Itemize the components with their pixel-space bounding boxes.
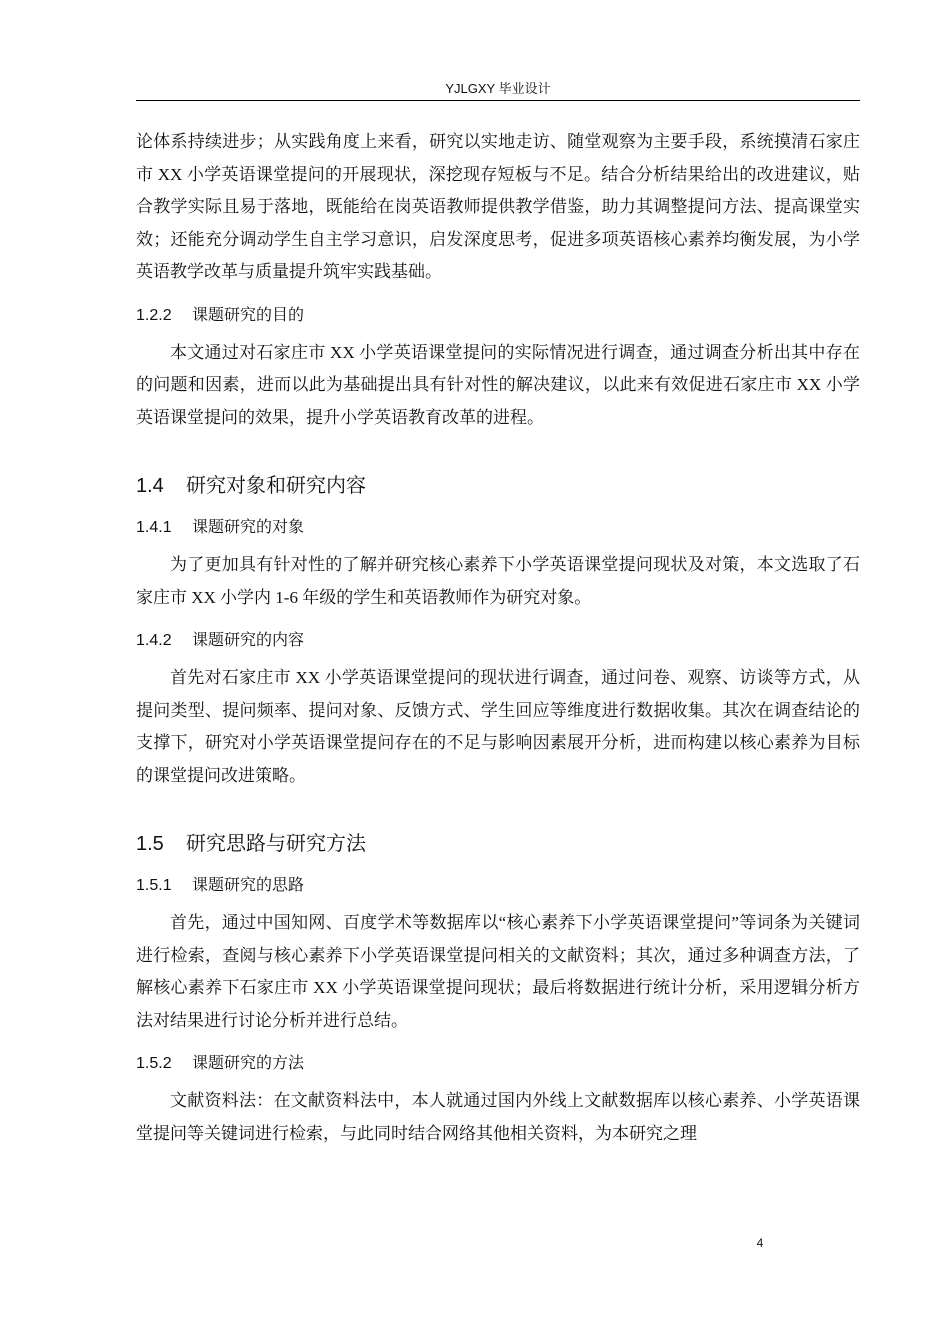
heading-1-5 xyxy=(136,830,860,858)
header-divider xyxy=(136,100,860,101)
heading-title: 课题研究的目的 xyxy=(192,306,305,324)
document-body xyxy=(136,126,860,1150)
heading-1-4 xyxy=(136,472,860,500)
page-number: 4 xyxy=(756,1236,764,1250)
paragraph-research-purpose: 本文通过对石家庄市 XX 小学英语课堂提问的实际情况进行调查，通过调查分析出其中存在的问题和因素，进而以此为基础提出具有针对性的解决建议，以此来有效促进石家庄市 XX 小学英语课堂提问的效果，提升小学英语教育改革的进程。 xyxy=(136,342,860,427)
heading-1-4-2 xyxy=(136,629,860,653)
heading-number: 1.4 xyxy=(136,475,164,497)
page-footer xyxy=(0,1236,772,1250)
heading-title: 研究对象和研究内容 xyxy=(186,475,366,497)
heading-number: 1.5 xyxy=(136,833,164,855)
heading-1-5-2 xyxy=(136,1052,860,1076)
heading-title: 课题研究的思路 xyxy=(192,877,305,894)
heading-number: 1.5.2 xyxy=(136,1055,172,1072)
paragraph-intro-continued: 论体系持续进步；从实践角度上来看，研究以实地走访、随堂观察为主要手段，系统摸清石家庄市 XX 小学英语课堂提问的开展现状，深挖现存短板与不足。结合分析结果给出的改进建议，贴合教学实际且易于落地，既能给在岗英语教师提供教学借鉴，助力其调整提问方法、提高课堂实效；还能充分调动学生自主学习意识，启发深度思考，促进多项英语核心素养均衡发展，为小学英语教学改革与质量提升筑牢实践基础。 xyxy=(136,132,860,281)
page-header: YJLGXY 毕业设计 xyxy=(445,81,551,96)
heading-title: 课题研究的内容 xyxy=(192,632,305,649)
heading-title: 课题研究的对象 xyxy=(192,519,305,536)
heading-number: 1.2.2 xyxy=(136,306,172,324)
paragraph-research-methods: 文献资料法：在文献资料法中，本人就通过国内外线上文献数据库以核心素养、小学英语课堂提问等关键词进行检索，与此同时结合网络其他相关资料，为本研究之理 xyxy=(136,1091,860,1143)
heading-number: 1.5.1 xyxy=(136,877,172,894)
paragraph-research-object: 为了更加具有针对性的了解并研究核心素养下小学英语课堂提问现状及对策，本文选取了石家庄市 XX 小学内 1-6 年级的学生和英语教师作为研究对象。 xyxy=(136,555,860,607)
heading-title: 课题研究的方法 xyxy=(192,1055,305,1072)
heading-number: 1.4.2 xyxy=(136,632,172,649)
heading-1-2-2 xyxy=(136,304,860,328)
heading-number: 1.4.1 xyxy=(136,519,172,536)
paragraph-research-content: 首先对石家庄市 XX 小学英语课堂提问的现状进行调查，通过问卷、观察、访谈等方式，从提问类型、提问频率、提问对象、反馈方式、学生回应等维度进行数据收集。其次在调查结论的支撑下，研究对小学英语课堂提问存在的不足与影响因素展开分析，进而构建以核心素养为目标的课堂提问改进策略。 xyxy=(136,668,860,785)
paragraph-research-approach: 首先，通过中国知网、百度学术等数据库以“核心素养下小学英语课堂提问”等词条为关键词进行检索，查阅与核心素养下小学英语课堂提问相关的文献资料；其次，通过多种调查方法，了解核心素养下石家庄市 XX 小学英语课堂提问现状；最后将数据进行统计分析，采用逻辑分析方法对结果进行讨论分析并进行总结。 xyxy=(136,913,860,1030)
heading-title: 研究思路与研究方法 xyxy=(186,833,366,855)
heading-1-5-1 xyxy=(136,874,860,898)
heading-1-4-1 xyxy=(136,516,860,540)
